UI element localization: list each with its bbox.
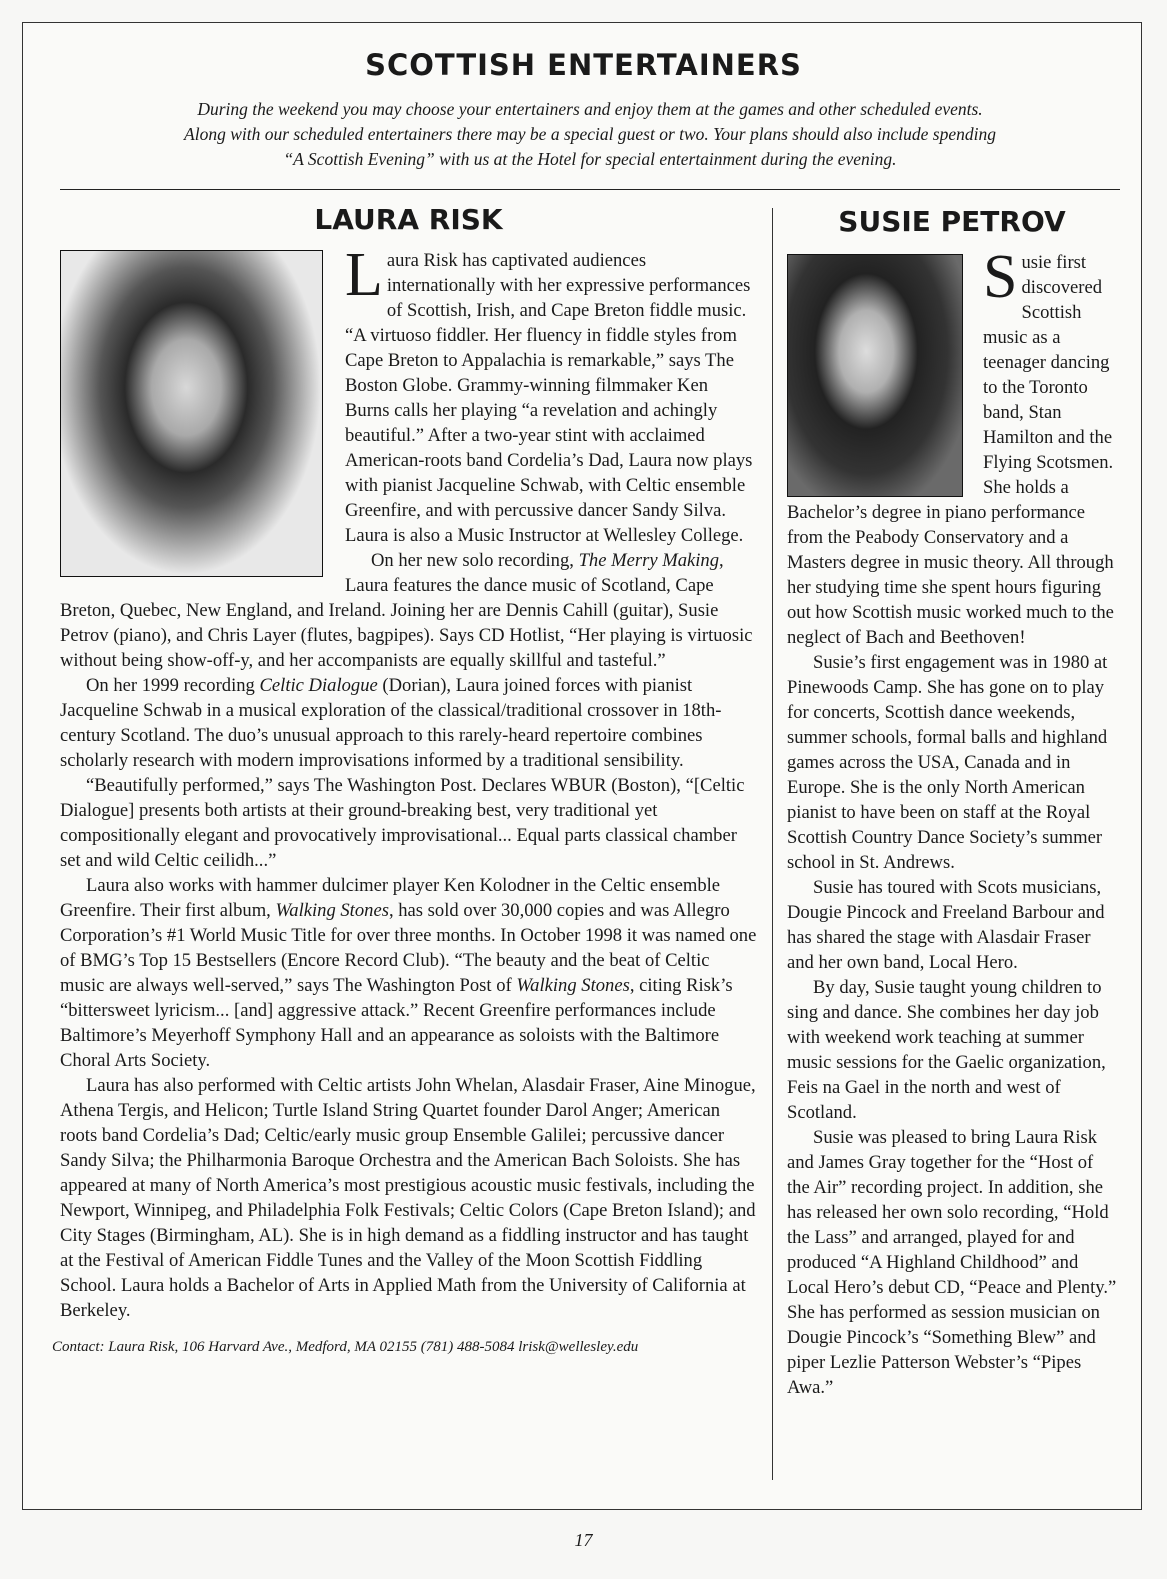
contact-info: Contact: Laura Risk, 106 Harvard Ave., Medford, MA 02155 (781) 488-5084 lrisk@wellesley.edu bbox=[52, 1339, 639, 1355]
intro-line: During the weekend you may choose your entertainers and enjoy them at the games and other scheduled events. bbox=[197, 99, 983, 119]
susie-petrov-photo bbox=[787, 254, 963, 497]
susie-petrov-article bbox=[787, 202, 1117, 1400]
text: Laura also works with hammer dulcimer player Ken Kolodner in the Celtic ensemble Greenfire. Their first album, bbox=[60, 875, 721, 921]
paragraph bbox=[787, 975, 1117, 1125]
paragraph bbox=[60, 673, 757, 773]
text: By day, Susie taught young children to sing and dance. She combines her day job with weekend work teaching at summer music sessions for the Gaelic organization, Feis na Gael in the north and west of Scotland. bbox=[787, 977, 1106, 1123]
laura-risk-photo bbox=[60, 250, 323, 577]
text: On her 1999 recording bbox=[86, 675, 260, 696]
title-italic: The Merry Making bbox=[578, 550, 720, 571]
drop-cap: L bbox=[345, 241, 383, 309]
article-heading: SUSIE PETROV bbox=[838, 205, 1066, 238]
text: aura Risk has captivated audiences internationally with her expressive performances of Scottish, Irish, and Cape Breton fiddle music. “A virtuoso fiddler. Her fluency in fiddle styles from Cape Breton to Appalachia is remarkable,” says The Boston Globe. Grammy-winning filmmaker Ken Burns calls her playing “a revelation and achingly beautiful.” After a two-year stint with acclaimed American-roots band Cordelia’s Dad, Laura now plays with pianist Jacqueline Schwab, with Celtic ensemble Greenfire, and with percussive dancer Sandy Silva. Laura is also a Music Instructor at Wellesley College. bbox=[345, 250, 753, 546]
page-title: SCOTTISH ENTERTAINERS bbox=[365, 48, 802, 82]
paragraph bbox=[787, 650, 1117, 875]
title-italic: Celtic Dialogue bbox=[259, 675, 378, 696]
page-number: 17 bbox=[574, 1530, 593, 1550]
paragraph bbox=[787, 875, 1117, 975]
paragraph bbox=[787, 1125, 1117, 1400]
title-italic: Walking Stones bbox=[275, 900, 389, 921]
text: Susie was pleased to bring Laura Risk and James Gray together for the “Host of the Air” recording project. In addition, she has released her own solo recording, “Hold the Lass” and arranged, played for and produced “A Highland Childhood” and Local Hero’s debut CD, “Peace and Plenty.” She has performed as session musician on Dougie Pincock’s “Something Blew” and piper Lezlie Patterson Webster’s “Pipes Awa.” bbox=[787, 1127, 1117, 1398]
text: Laura has also performed with Celtic artists John Whelan, Alasdair Fraser, Aine Minogue, Athena Tergis, and Helicon; Turtle Island String Quartet founder Darol Anger; American roots band Cordelia’s Dad; Celtic/early music group Ensemble Galilei; percussive dancer Sandy Silva; the Philharmonia Baroque Orchestra and the American Bach Soloists. She has appeared at many of North America’s most prestigious acoustic music festivals, including the Newport, Winnipeg, and Philadelphia Folk Festivals; Celtic Colors (Cape Breton Island); and City Stages (Birmingham, AL). She is in high demand as a fiddling instructor and has taught at the Festival of American Fiddle Tunes and the Valley of the Moon Scottish Fiddling School. Laura holds a Bachelor of Arts in Applied Math from the University of California at Berkeley. bbox=[60, 1075, 756, 1321]
paragraph bbox=[60, 773, 757, 873]
column-divider bbox=[772, 208, 773, 1480]
text: Susie has toured with Scots musicians, Dougie Pincock and Freeland Barbour and has shared the stage with Alasdair Fraser and her own band, Local Hero. bbox=[787, 877, 1105, 973]
text: , Laura features the dance music of Scotland, Cape Breton, Quebec, New England, and Ireland. Joining her are Dennis Cahill (guitar), Susie Petrov (piano), and Chris Layer (flutes, bagpipes). Says CD Hotlist, “Her playing is virtuosic without being show-off-y, and her accompanists are equally skillful and tasteful.” bbox=[60, 550, 753, 671]
article-heading: LAURA RISK bbox=[314, 203, 503, 236]
text: On her new solo recording, bbox=[371, 550, 579, 571]
text: , has sold over 30,000 copies and was Allegro Corporation’s #1 World Music Title for over three months. In October 1998 it was named one of BMG’s Top 15 Bestsellers (Encore Record Club). “The beauty and the beat of Celtic music are always well-served,” says The Washington Post of bbox=[60, 900, 757, 996]
text: (Dorian), Laura joined forces with pianist Jacqueline Schwab in a musical exploration of the classical/traditional crossover in 18th-century Scotland. The duo’s unusual approach to this rarely-heard repertoire combines scholarly research with modern improvisations informed by a traditional sensibility. bbox=[60, 675, 722, 771]
title-italic: Walking Stones bbox=[516, 975, 630, 996]
intro bbox=[60, 97, 1120, 172]
paragraph bbox=[60, 1073, 757, 1323]
laura-risk-article bbox=[52, 200, 757, 1360]
text: “Beautifully performed,” says The Washington Post. Declares WBUR (Boston), “[Celtic Dialogue] presents both artists at their ground-breaking best, very traditional yet compositionally elegant and provocatively improvisational... Equal parts classical chamber set and wild Celtic ceilidh...” bbox=[60, 775, 745, 871]
divider bbox=[60, 189, 1120, 190]
text: , citing Risk’s “bittersweet lyricism... [and] aggressive attack.” Recent Greenfire performances include Baltimore’s Meyerhoff Symphony Hall and an appearance as soloists with the Baltimore Choral Arts Society. bbox=[60, 975, 733, 1071]
text: Susie’s first engagement was in 1980 at Pinewoods Camp. She has gone on to play for concerts, Scottish dance weekends, summer schools, formal balls and highland games across the USA, Canada and in Europe. She is the only North American pianist to have been on staff at the Royal Scottish Country Dance Society’s summer school in St. Andrews. bbox=[787, 652, 1108, 873]
text: usie first discovered Scottish music as a teenager dancing to the Toronto band, Stan Hamilton and the Flying Scotsmen. She holds a Bachelor’s degree in piano performance from the Peabody Conservatory and a Masters degree in music theory. All through her studying time she spent hours figuring out how Scottish music worked much to the neglect of Bach and Beethoven! bbox=[787, 252, 1114, 648]
intro-line: Along with our scheduled entertainers there may be a special guest or two. Your plans should also include spending bbox=[184, 124, 996, 144]
paragraph bbox=[60, 873, 757, 1073]
drop-cap: S bbox=[983, 243, 1018, 311]
intro-line: “A Scottish Evening” with us at the Hotel for special entertainment during the evening. bbox=[283, 149, 897, 169]
